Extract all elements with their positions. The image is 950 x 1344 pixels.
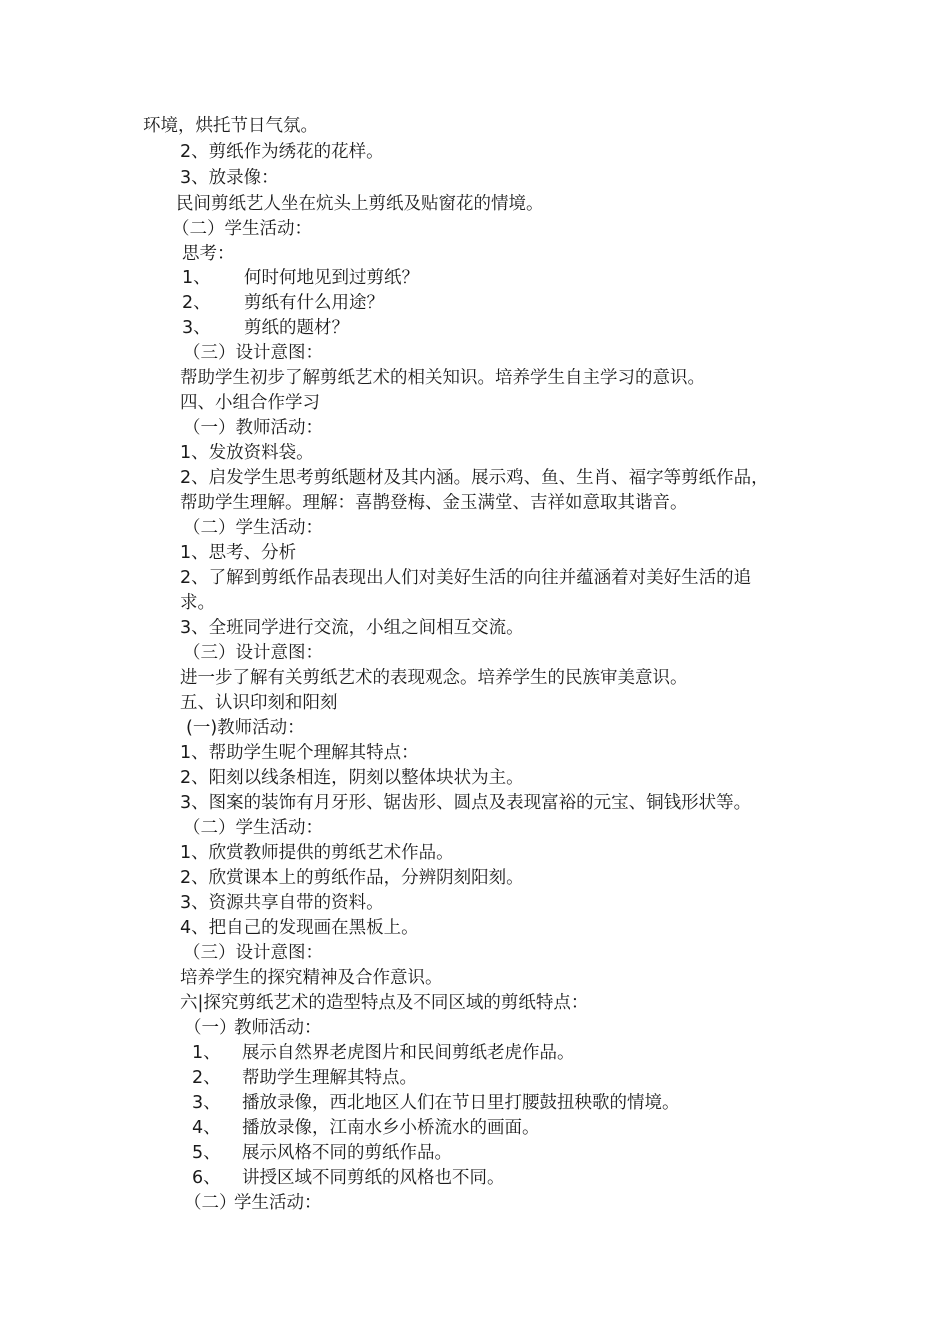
text-line: 进一步了解有关剪纸艺术的表现观念。培养学生的民族审美意识。 xyxy=(180,668,688,688)
list-item xyxy=(182,266,419,290)
list-number: （二） xyxy=(184,1193,237,1213)
list-number: 2、 xyxy=(192,1068,221,1088)
text-line: 1、欣赏教师提供的剪纸艺术作品。 xyxy=(180,843,454,863)
list-number: 5、 xyxy=(192,1143,221,1163)
text-line: 2、阳刻以线条相连，阴刻以整体块状为主。 xyxy=(180,768,524,788)
section-heading: 六|探究剪纸艺术的造型特点及不同区域的剪纸特点： xyxy=(180,993,589,1013)
list-item xyxy=(192,1091,680,1115)
text-line: 思考： xyxy=(182,244,235,264)
list-number: 4、 xyxy=(192,1118,221,1138)
text-line: 2、了解到剪纸作品表现出人们对美好生活的向往并蕴涵着对美好生活的追 xyxy=(180,568,752,588)
list-text: 讲授区域不同剪纸的风格也不同。 xyxy=(242,1168,505,1188)
list-text: 帮助学生理解其特点。 xyxy=(242,1068,417,1088)
list-item xyxy=(184,1016,322,1040)
list-item xyxy=(182,316,349,340)
list-item xyxy=(182,291,384,315)
text-line: 民间剪纸艺人坐在炕头上剪纸及贴窗花的情境。 xyxy=(176,194,544,214)
list-item xyxy=(192,1116,540,1140)
list-text: 剪纸的题材？ xyxy=(244,318,349,338)
list-number: 6、 xyxy=(192,1168,221,1188)
section-heading: （二）学生活动： xyxy=(183,518,323,538)
section-heading: （一）教师活动： xyxy=(183,418,323,438)
list-text: 播放录像，西北地区人们在节日里打腰鼓扭秧歌的情境。 xyxy=(242,1093,680,1113)
text-line: 2、启发学生思考剪纸题材及其内涵。展示鸡、鱼、生肖、福字等剪纸作品， xyxy=(180,468,769,488)
list-number: 1、 xyxy=(192,1043,221,1063)
text-line: 2、欣赏课本上的剪纸作品，分辨阴刻阳刻。 xyxy=(180,868,524,888)
text-line: 1、帮助学生呢个理解其特点： xyxy=(180,743,419,763)
text-line: 帮助学生理解。理解：喜鹊登梅、金玉满堂、吉祥如意取其谐音。 xyxy=(180,493,688,513)
text-line: 求。 xyxy=(180,593,215,613)
list-text: 播放录像，江南水乡小桥流水的画面。 xyxy=(242,1118,540,1138)
section-heading: 四、小组合作学习 xyxy=(180,393,320,413)
text-line: 4、把自己的发现画在黑板上。 xyxy=(180,918,419,938)
text-line: 3、资源共享自带的资料。 xyxy=(180,893,384,913)
text-line: 1、发放资料袋。 xyxy=(180,443,314,463)
list-text: 学生活动： xyxy=(234,1193,322,1213)
section-heading: (一)教师活动： xyxy=(186,718,305,738)
section-heading: （三）设计意图： xyxy=(183,943,323,963)
list-item xyxy=(192,1066,417,1090)
text-line: 3、图案的装饰有月牙形、锯齿形、圆点及表现富裕的元宝、铜钱形状等。 xyxy=(180,793,752,813)
list-number: 2、 xyxy=(182,293,211,313)
section-heading: （二）学生活动： xyxy=(183,818,323,838)
list-text: 展示自然界老虎图片和民间剪纸老虎作品。 xyxy=(242,1043,575,1063)
section-heading: （三）设计意图： xyxy=(183,343,323,363)
list-item xyxy=(192,1041,575,1065)
list-text: 教师活动： xyxy=(234,1018,322,1038)
list-text: 何时何地见到过剪纸？ xyxy=(244,268,419,288)
text-line: 帮助学生初步了解剪纸艺术的相关知识。培养学生自主学习的意识。 xyxy=(180,368,705,388)
text-line: 3、放录像： xyxy=(180,168,279,188)
list-number: 1、 xyxy=(182,268,211,288)
list-item xyxy=(184,1191,322,1215)
list-text: 剪纸有什么用途？ xyxy=(244,293,384,313)
list-number: 3、 xyxy=(192,1093,221,1113)
text-line: 2、剪纸作为绣花的花样。 xyxy=(180,142,384,162)
section-heading: （三）设计意图： xyxy=(183,643,323,663)
list-number: （一） xyxy=(184,1018,237,1038)
section-heading: （二）学生活动： xyxy=(172,219,312,239)
list-item xyxy=(192,1166,505,1190)
list-item xyxy=(192,1141,452,1165)
section-heading: 五、认识印刻和阳刻 xyxy=(180,693,338,713)
text-line: 环境，烘托节日气氛。 xyxy=(143,116,318,136)
text-line: 3、全班同学进行交流，小组之间相互交流。 xyxy=(180,618,524,638)
list-number: 3、 xyxy=(182,318,211,338)
list-text: 展示风格不同的剪纸作品。 xyxy=(242,1143,452,1163)
text-line: 1、思考、分析 xyxy=(180,543,297,563)
text-line: 培养学生的探究精神及合作意识。 xyxy=(180,968,443,988)
